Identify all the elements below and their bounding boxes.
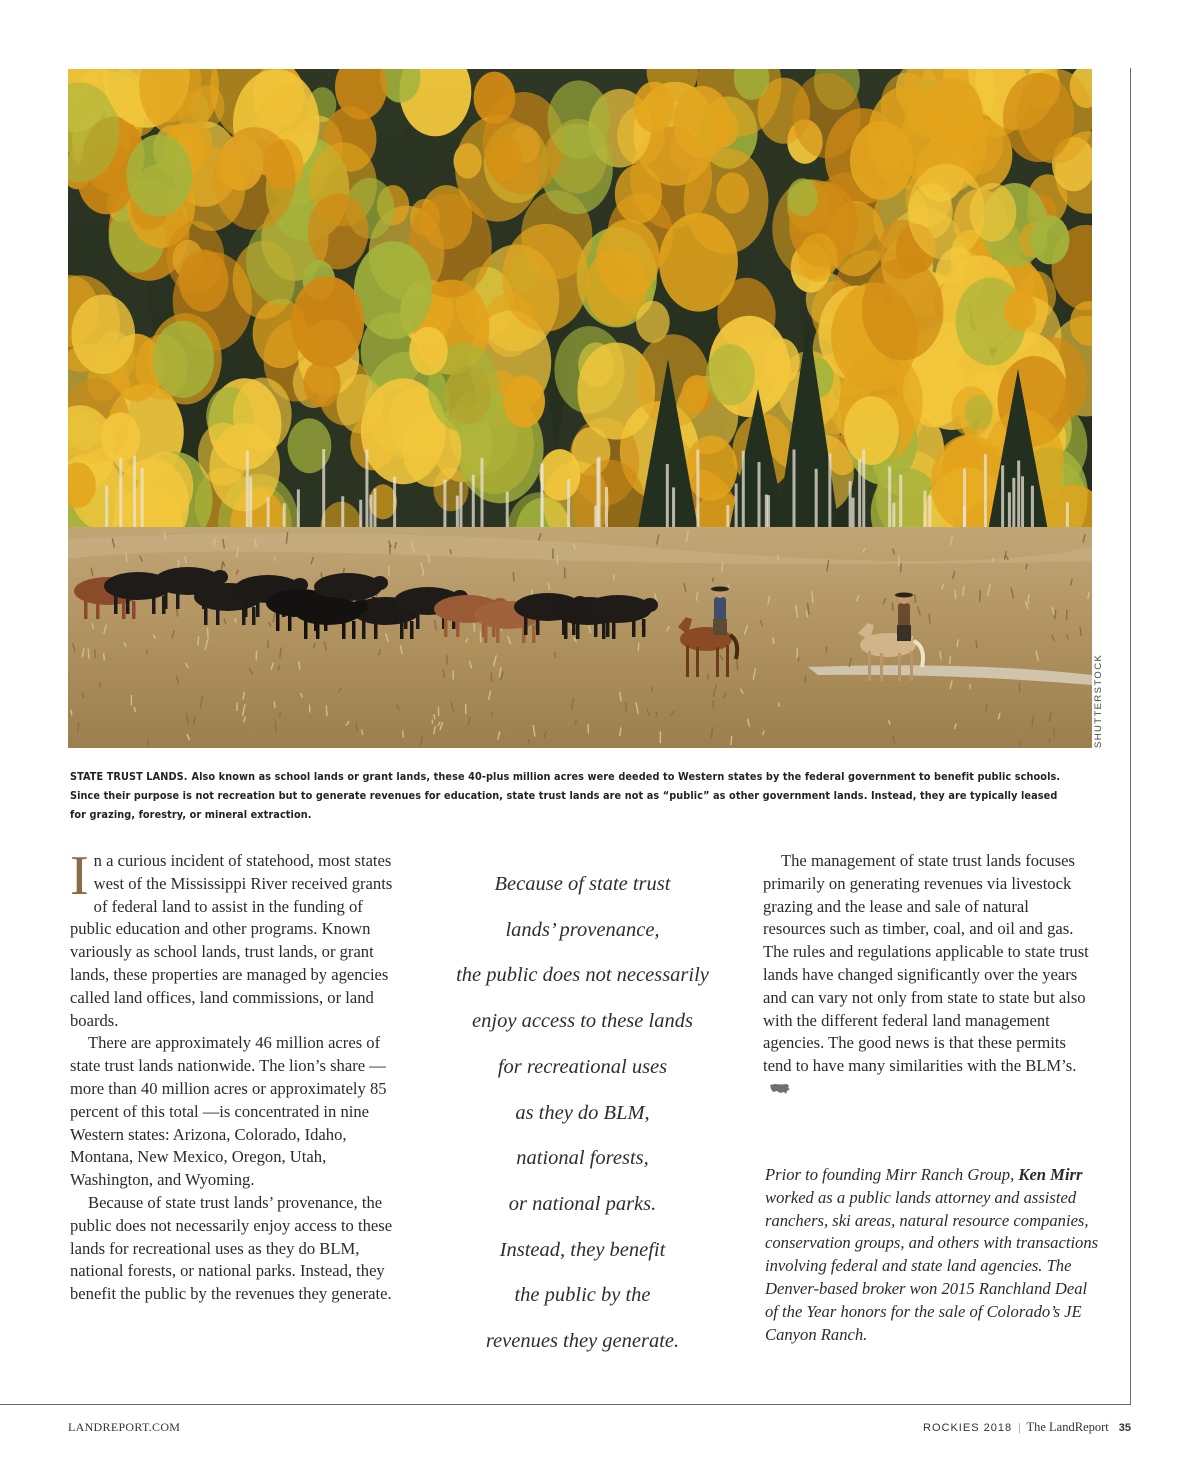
pull-quote xyxy=(430,862,735,1365)
caption-text: Also known as school lands or grant lands, these 40-plus million acres were deeded to Western states by the federal government to benefit public schools. Since their purpose is not recreation but to generate revenues for education, state trust lands are not as “public” as other government lands. Instead, they are typically leased for grazing, forestry, or mineral extraction. xyxy=(70,770,1061,821)
drop-cap: I xyxy=(70,845,89,907)
usa-map-icon xyxy=(769,1083,791,1095)
footer-brand: The LandReport xyxy=(1026,1420,1109,1434)
pull-quote-line: enjoy access to these lands xyxy=(472,1010,693,1033)
article-paragraph: There are approximately 46 million acres of state trust lands nationwide. The lion’s share — more than 40 million acres or approximately 85 percent of this total —is concentrated in nine Western states: Arizona, Colorado, Idaho, Montana, New Mexico, Oregon, Utah, Washington, and Wyoming. xyxy=(70,1033,387,1190)
right-column-rule xyxy=(1130,68,1131,1404)
article-column-left xyxy=(70,845,402,1306)
pull-quote-line: revenues they generate. xyxy=(485,1330,680,1353)
pull-quote-line: or national parks. xyxy=(508,1192,657,1215)
author-bio: Prior to founding Mirr Ranch Group, Ken Mirr worked as a public lands attorney and assisted ranchers, ski areas, natural resource companies, conservation groups, and others with transactions involving federal and state land agencies. The Denver-based broker won 2015 Ranchland Deal of the Year honors for the sale of Colorado’s JE Canyon Ranch. xyxy=(765,1165,1099,1344)
aspen-and-conifer-forest xyxy=(68,69,1092,580)
pull-quote-line: Instead, they benefit xyxy=(499,1238,666,1261)
pull-quote-line: Because of state trust xyxy=(494,873,671,895)
pull-quote-line: the public does not necessarily xyxy=(456,964,709,987)
pull-quote-line: the public by the xyxy=(514,1284,651,1307)
article-paragraph: In a curious incident of statehood, most states west of the Mississippi River received grants of federal land to assist in the funding of public education and other programs. Known variously as school lands, trust lands, or grant lands, these properties are managed by agencies called land offices, land commissions, or land boards. xyxy=(70,845,393,1030)
article-column-right xyxy=(763,850,1093,1101)
pull-quote-line: as they do BLM, xyxy=(515,1101,650,1124)
footer-folio xyxy=(923,1420,1131,1435)
photo-credit: SHUTTERSTOCK xyxy=(1093,653,1104,748)
caption-lead: STATE TRUST LANDS. xyxy=(70,770,188,783)
author-name: Ken Mirr xyxy=(1018,1165,1083,1184)
article-paragraph: The management of state trust lands focuses primarily on generating revenues via livestock grazing and the lease and sale of natural resources such as timber, coal, and oil and gas. The rules and regulations applicable to state trust lands have changed significantly over the years and can vary not only from state to state but also with the different federal land management agencies. The good news is that these permits tend to have many similarities with the BLM’s. xyxy=(763,850,1093,1101)
footer-rule xyxy=(0,1404,1131,1405)
article-paragraph: Because of state trust lands’ provenance, the public does not necessarily enjoy access to these lands for recreational uses as they do BLM, national forests, or national parks. Instead, they benefit the public by the revenues they generate. xyxy=(70,1192,393,1304)
pull-quote-line: lands’ provenance, xyxy=(505,918,660,941)
footer-site: LANDREPORT.COM xyxy=(68,1420,181,1434)
footer-separator: | xyxy=(1018,1420,1021,1434)
pull-quote-line: for recreational uses xyxy=(497,1055,668,1078)
page-number: 35 xyxy=(1118,1422,1131,1434)
pull-quote-line: national forests, xyxy=(516,1147,649,1170)
photo-caption xyxy=(70,767,1070,824)
footer-issue: ROCKIES 2018 xyxy=(923,1422,1013,1434)
ranch-cattle-drive-photo xyxy=(68,69,1092,748)
